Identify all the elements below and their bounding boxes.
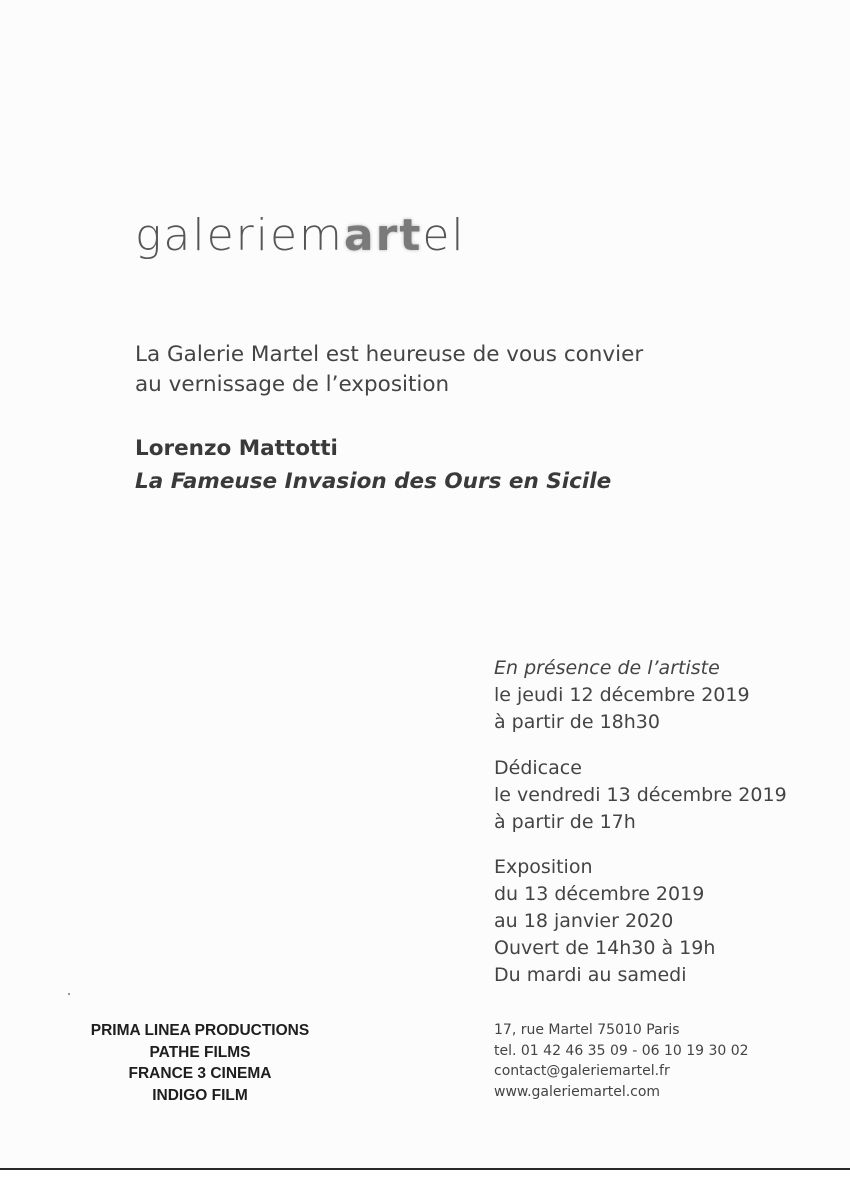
contact-address: 17, rue Martel 75010 Paris: [494, 1022, 680, 1038]
contact-website: www.galeriemartel.com: [494, 1083, 661, 1100]
exhibition-days: Du mardi au samedi: [494, 964, 687, 986]
producer-item: INDIGO FILM: [152, 1086, 248, 1104]
logo-text-part2: art: [343, 210, 423, 261]
exhibition-to: au 18 janvier 2020: [494, 910, 674, 932]
signing-block: [494, 755, 787, 836]
logo-text-part1: galeriem: [135, 210, 344, 261]
exhibition-hours: Ouvert de 14h30 à 19h: [494, 937, 716, 959]
contact-phone: tel. 01 42 46 35 09 - 06 10 19 30 02: [494, 1042, 749, 1059]
presence-date: le jeudi 12 décembre 2019: [494, 684, 750, 706]
signing-label: Dédicace: [494, 757, 582, 779]
signing-time: à partir de 17h: [494, 811, 636, 833]
producers-list: [40, 1020, 360, 1106]
paper-speck: [68, 993, 70, 995]
artist-name: Lorenzo Mattotti: [135, 436, 338, 461]
exhibition-block: [494, 854, 715, 989]
intro-line-1: La Galerie Martel est heureuse de vous convier: [135, 342, 644, 367]
exhibition-title: La Fameuse Invasion des Ours en Sicile: [135, 469, 612, 494]
exhibition-from: du 13 décembre 2019: [494, 883, 705, 905]
card-bottom-edge: [0, 1168, 850, 1179]
gallery-logo: [135, 210, 466, 261]
producer-item: PATHE FILMS: [149, 1043, 251, 1061]
exhibition-label: Exposition: [494, 856, 593, 878]
presence-label: En présence de l’artiste: [494, 657, 720, 679]
logo-text-part3: el: [422, 210, 466, 261]
contact-email: contact@galeriemartel.fr: [494, 1063, 670, 1079]
producer-item: PRIMA LINEA PRODUCTIONS: [90, 1022, 310, 1039]
signing-date: le vendredi 13 décembre 2019: [494, 784, 787, 806]
presence-block: [494, 655, 750, 736]
producer-item: FRANCE 3 CINEMA: [128, 1065, 272, 1082]
presence-time: à partir de 18h30: [494, 711, 660, 733]
intro-line-2: au vernissage de l’exposition: [135, 372, 450, 397]
invitation-intro: [135, 340, 643, 400]
contact-block: [494, 1020, 749, 1102]
